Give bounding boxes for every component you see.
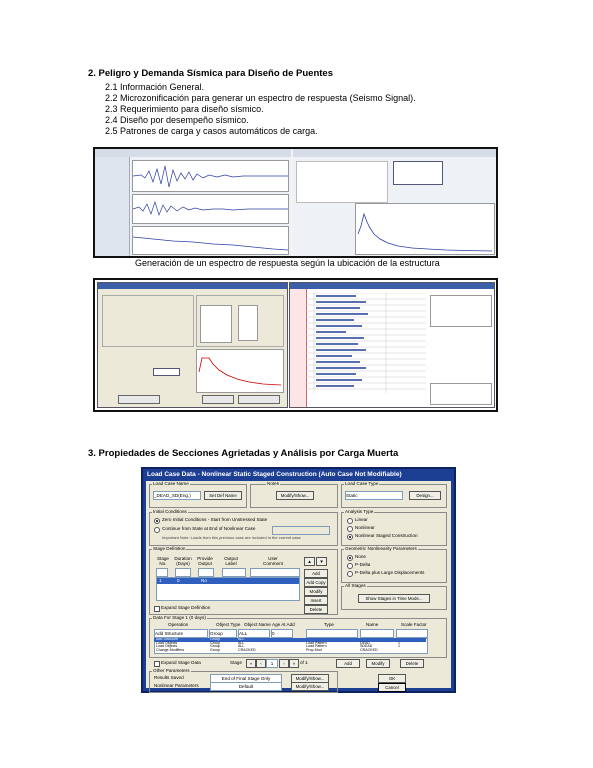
notes-label: Notes bbox=[267, 481, 280, 486]
col-user-comment: User Comment bbox=[263, 556, 283, 566]
data-modify-button[interactable]: Modify bbox=[366, 659, 390, 668]
col-output-label: Output Label bbox=[224, 556, 238, 566]
provide-output-select[interactable] bbox=[198, 568, 214, 577]
geom-pdelta-radio[interactable] bbox=[347, 563, 353, 569]
all-stages-label: All Stages bbox=[345, 583, 366, 588]
stage-no-input[interactable] bbox=[156, 568, 168, 577]
data-for-stage-label: Data For Stage 1 (0 days) bbox=[153, 615, 206, 620]
seismosignal-screenshot bbox=[93, 147, 498, 258]
section-3-heading: 3. Propiedades de Secciones Agrietadas y Análisis por Carga Muerta bbox=[88, 448, 399, 459]
initial-conditions-label: Initial Conditions bbox=[153, 509, 187, 514]
initial-conditions-note: Important Note: Loads from this previous case are included in the current case bbox=[162, 535, 301, 540]
signal-window bbox=[95, 149, 291, 256]
nonlinear-parameters-label: Nonlinear Parameters bbox=[154, 683, 199, 688]
displacement-plot bbox=[132, 226, 289, 255]
list-item: 2.5 Patrones de carga y casos automáticos de carga. bbox=[105, 126, 318, 136]
load-case-type-select[interactable]: Static bbox=[345, 491, 403, 500]
expand-stage-definition-label: Expand Stage Definition bbox=[161, 605, 211, 610]
load-type-select[interactable] bbox=[306, 629, 358, 638]
table-row[interactable]: Load Objects bbox=[156, 640, 178, 645]
zero-initial-conditions-radio[interactable] bbox=[154, 518, 160, 524]
results-saved-field: End of Final Stage Only bbox=[210, 674, 282, 683]
cancel-button[interactable]: Cancel bbox=[378, 683, 406, 692]
load-case-name-field[interactable]: _DEAD_SD(Eng.) bbox=[153, 491, 201, 500]
col-object-type: Object Type bbox=[216, 622, 241, 627]
stage-delete-button[interactable]: Delete bbox=[304, 605, 328, 614]
stage-list[interactable] bbox=[156, 577, 300, 601]
continue-from-state-label: Continue from State at End of Nonlinear Case bbox=[162, 526, 256, 531]
analysis-staged-radio[interactable] bbox=[347, 534, 353, 540]
set-def-name-button[interactable]: Set Def Name bbox=[204, 491, 242, 500]
data-delete-button[interactable]: Delete bbox=[400, 659, 424, 668]
geom-pdelta-label: P-Delta bbox=[355, 562, 371, 567]
analysis-type-label: Analysis Type bbox=[345, 509, 374, 514]
section-2-heading: 2. Peligro y Demanda Sísmica para Diseño de Puentes bbox=[88, 68, 333, 79]
list-item: 2.1 Información General. bbox=[105, 82, 205, 92]
list-item: 2.2 Microzonificación para generar un espectro de respuesta (Seismo Signal). bbox=[105, 93, 416, 103]
stage-add-copy-button[interactable]: Add Copy bbox=[304, 578, 328, 587]
expand-stage-data-checkbox[interactable] bbox=[154, 661, 160, 667]
geom-none-radio[interactable] bbox=[347, 555, 353, 561]
stage-label: Stage bbox=[230, 660, 243, 665]
next-stage-button[interactable]: › bbox=[279, 659, 289, 668]
table-row[interactable]: Load Objects bbox=[156, 644, 178, 648]
section-2-items bbox=[105, 82, 416, 137]
geom-none-label: None bbox=[355, 554, 366, 559]
continue-from-state-radio[interactable] bbox=[154, 527, 160, 533]
geom-pdelta-large-radio[interactable] bbox=[347, 571, 353, 577]
list-item: 2.4 Diseño por desempeño sísmico. bbox=[105, 115, 249, 125]
analysis-staged-label: Nonlinear Staged Construction bbox=[355, 533, 418, 538]
show-stages-time-mode-button[interactable]: Show Stages in Time Mode... bbox=[358, 594, 430, 603]
design-button[interactable]: Design... bbox=[409, 491, 441, 500]
operations-rows: Add Structure Group ALL Load Objects Group ALL Load Pattern DEAD 1 Load Objects Group ALL Load Pattern SDEAD 1 Change Modifiers Group CRACKED Prop Mod CRACKED bbox=[154, 638, 426, 652]
spectrum-function-graph bbox=[196, 349, 284, 393]
first-stage-button[interactable]: « bbox=[246, 659, 256, 668]
output-label-input[interactable] bbox=[222, 568, 246, 577]
results-saved-modify-button[interactable]: Modify/Show... bbox=[291, 674, 329, 683]
col-object-name: Object Name bbox=[244, 622, 271, 627]
data-add-button[interactable]: Add bbox=[336, 659, 360, 668]
stage-modify-button[interactable]: Modify bbox=[304, 587, 328, 596]
prev-stage-button[interactable]: ‹ bbox=[256, 659, 266, 668]
stage-insert-button[interactable]: Insert bbox=[304, 596, 328, 605]
list-item: 2.3 Requerimiento para diseño sísmico. bbox=[105, 104, 264, 114]
expand-stage-data-label: Expand Stage Data bbox=[161, 660, 201, 665]
nonlinear-case-select[interactable] bbox=[272, 526, 330, 535]
analysis-nonlinear-radio[interactable] bbox=[347, 526, 353, 532]
col-duration: Duration (Days) bbox=[174, 556, 192, 566]
stage-count-label: of 1 bbox=[300, 660, 308, 665]
ok-button[interactable]: OK bbox=[378, 674, 406, 683]
sap2000-spectrum-screenshot bbox=[93, 278, 498, 412]
figure-caption: Generación de un espectro de respuesta según la ubicación de la estructura bbox=[135, 258, 440, 268]
other-parameters-label: Other Parameters bbox=[153, 668, 190, 673]
scale-factor-input[interactable] bbox=[396, 629, 428, 638]
col-operation: Operation bbox=[168, 622, 189, 627]
last-stage-button[interactable]: » bbox=[289, 659, 299, 668]
load-case-data-dialog bbox=[141, 467, 456, 693]
duration-input[interactable] bbox=[175, 568, 191, 577]
col-type: Type bbox=[324, 622, 334, 627]
spectrum-window bbox=[293, 149, 496, 256]
nonlinear-parameters-field: Default bbox=[210, 682, 282, 691]
stage-up-button[interactable]: ▲ bbox=[304, 557, 315, 566]
table-row[interactable] bbox=[154, 638, 426, 642]
load-case-type-label: Load Case Type bbox=[345, 481, 379, 486]
stage-definition-label: Stage Definition bbox=[153, 546, 186, 551]
stage-add-button[interactable]: Add bbox=[304, 569, 328, 578]
analysis-linear-radio[interactable] bbox=[347, 518, 353, 524]
results-saved-label: Results Saved bbox=[154, 675, 184, 680]
analysis-linear-label: Linear bbox=[355, 517, 368, 522]
geometric-nonlinearity-label: Geometric Nonlinearity Parameters bbox=[345, 546, 417, 551]
acceleration-plot bbox=[132, 160, 289, 192]
nonlinear-parameters-modify-button[interactable]: Modify/Show... bbox=[291, 682, 329, 691]
col-name: Name bbox=[366, 622, 379, 627]
col-provide-output: Provide Output bbox=[197, 556, 213, 566]
response-spectrum-dialog bbox=[97, 282, 288, 408]
user-comment-input[interactable] bbox=[250, 568, 300, 577]
spectrum-plot bbox=[355, 203, 495, 255]
table-row[interactable]: Change Modifiers bbox=[156, 647, 185, 652]
dialog-body bbox=[146, 481, 451, 688]
auto-load-case-table bbox=[289, 282, 495, 408]
geom-pdelta-large-label: P-Delta plus Large Displacements bbox=[355, 570, 425, 575]
operation-select[interactable]: Add Structure bbox=[154, 629, 208, 638]
object-type-select[interactable]: Group bbox=[209, 629, 237, 638]
stage-row-selected[interactable]: 1 0 No bbox=[157, 578, 299, 584]
expand-stage-definition-checkbox[interactable] bbox=[154, 606, 160, 612]
object-name-select[interactable]: ALL bbox=[238, 629, 270, 638]
load-case-name-label: Load Case Name bbox=[153, 481, 189, 486]
col-scale-factor: Scale Factor bbox=[401, 622, 427, 627]
load-name-select[interactable] bbox=[360, 629, 394, 638]
stage-number-field[interactable]: 1 bbox=[266, 659, 278, 668]
notes-modify-show-button[interactable]: Modify/Show... bbox=[276, 491, 314, 500]
velocity-plot bbox=[132, 194, 289, 224]
col-age-at-add: Age At Add bbox=[272, 622, 295, 627]
stage-down-button[interactable]: ▼ bbox=[316, 557, 327, 566]
age-at-add-input[interactable]: 0 bbox=[271, 629, 293, 638]
zero-initial-conditions-label: Zero Initial Conditions - Start from Unstressed State bbox=[162, 517, 268, 522]
dialog-title: Load Case Data - Nonlinear Static Staged Construction (Auto Case Not Modifiable) bbox=[147, 471, 402, 478]
analysis-nonlinear-label: Nonlinear bbox=[355, 525, 375, 530]
col-stage-no: Stage No. bbox=[156, 556, 169, 566]
